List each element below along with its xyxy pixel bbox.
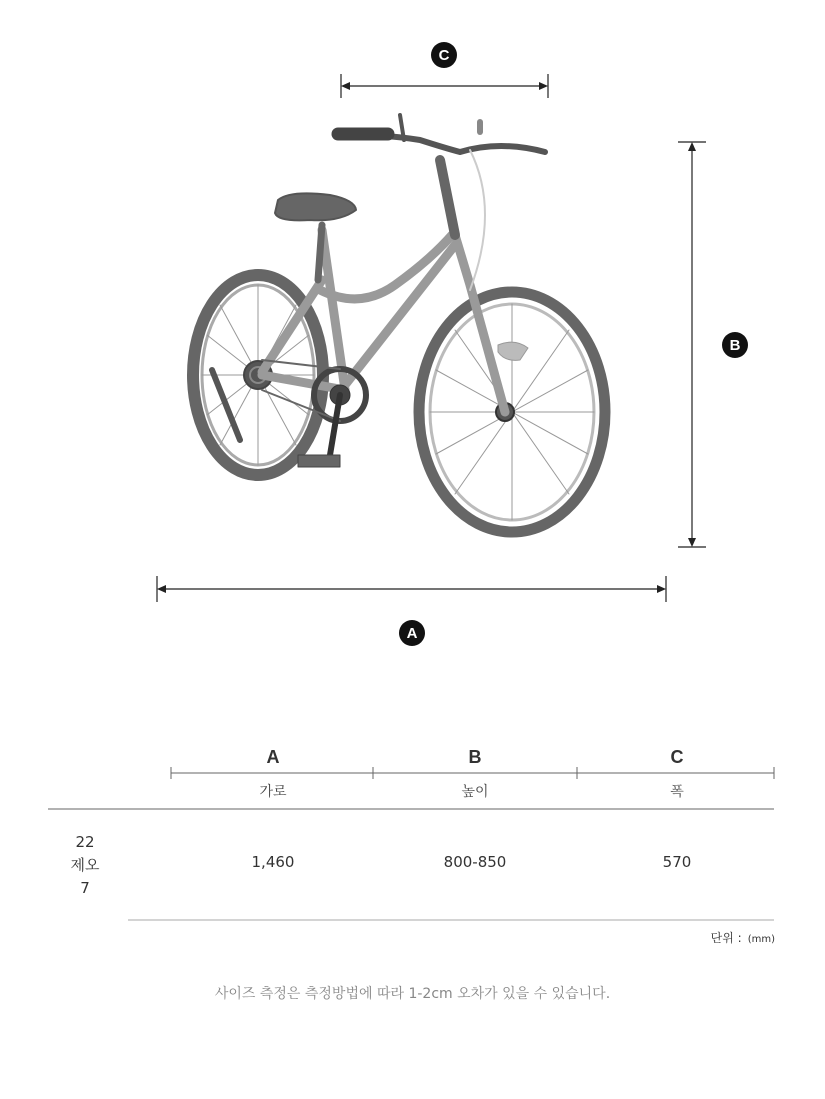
measurement-note: 사이즈 측정은 측정방법에 따라 1-2cm 오차가 있을 수 있습니다.	[214, 986, 611, 1002]
marker-b-badge: B	[722, 332, 748, 358]
row-label-line: 7	[80, 879, 90, 897]
unit-value: (mm)	[747, 934, 775, 945]
column-header-c: C	[670, 747, 684, 767]
marker-c-badge: C	[431, 42, 457, 68]
column-label-height: 높이	[461, 784, 489, 800]
cell-value-a: 1,460	[251, 853, 295, 871]
column-label-width: 가로	[259, 784, 287, 800]
cell-value-c: 570	[662, 853, 692, 871]
marker-a-badge: A	[399, 620, 425, 646]
unit-label	[711, 929, 775, 946]
row-label-model	[50, 831, 120, 900]
column-header-b: B	[468, 747, 482, 767]
column-header-a: A	[266, 747, 280, 767]
column-label-depth: 폭	[670, 784, 684, 800]
row-label-line: 제오	[70, 856, 100, 874]
unit-label-text: 단위 :	[710, 931, 742, 945]
cell-value-b: 800-850	[443, 853, 507, 871]
row-label-line: 22	[75, 833, 95, 851]
